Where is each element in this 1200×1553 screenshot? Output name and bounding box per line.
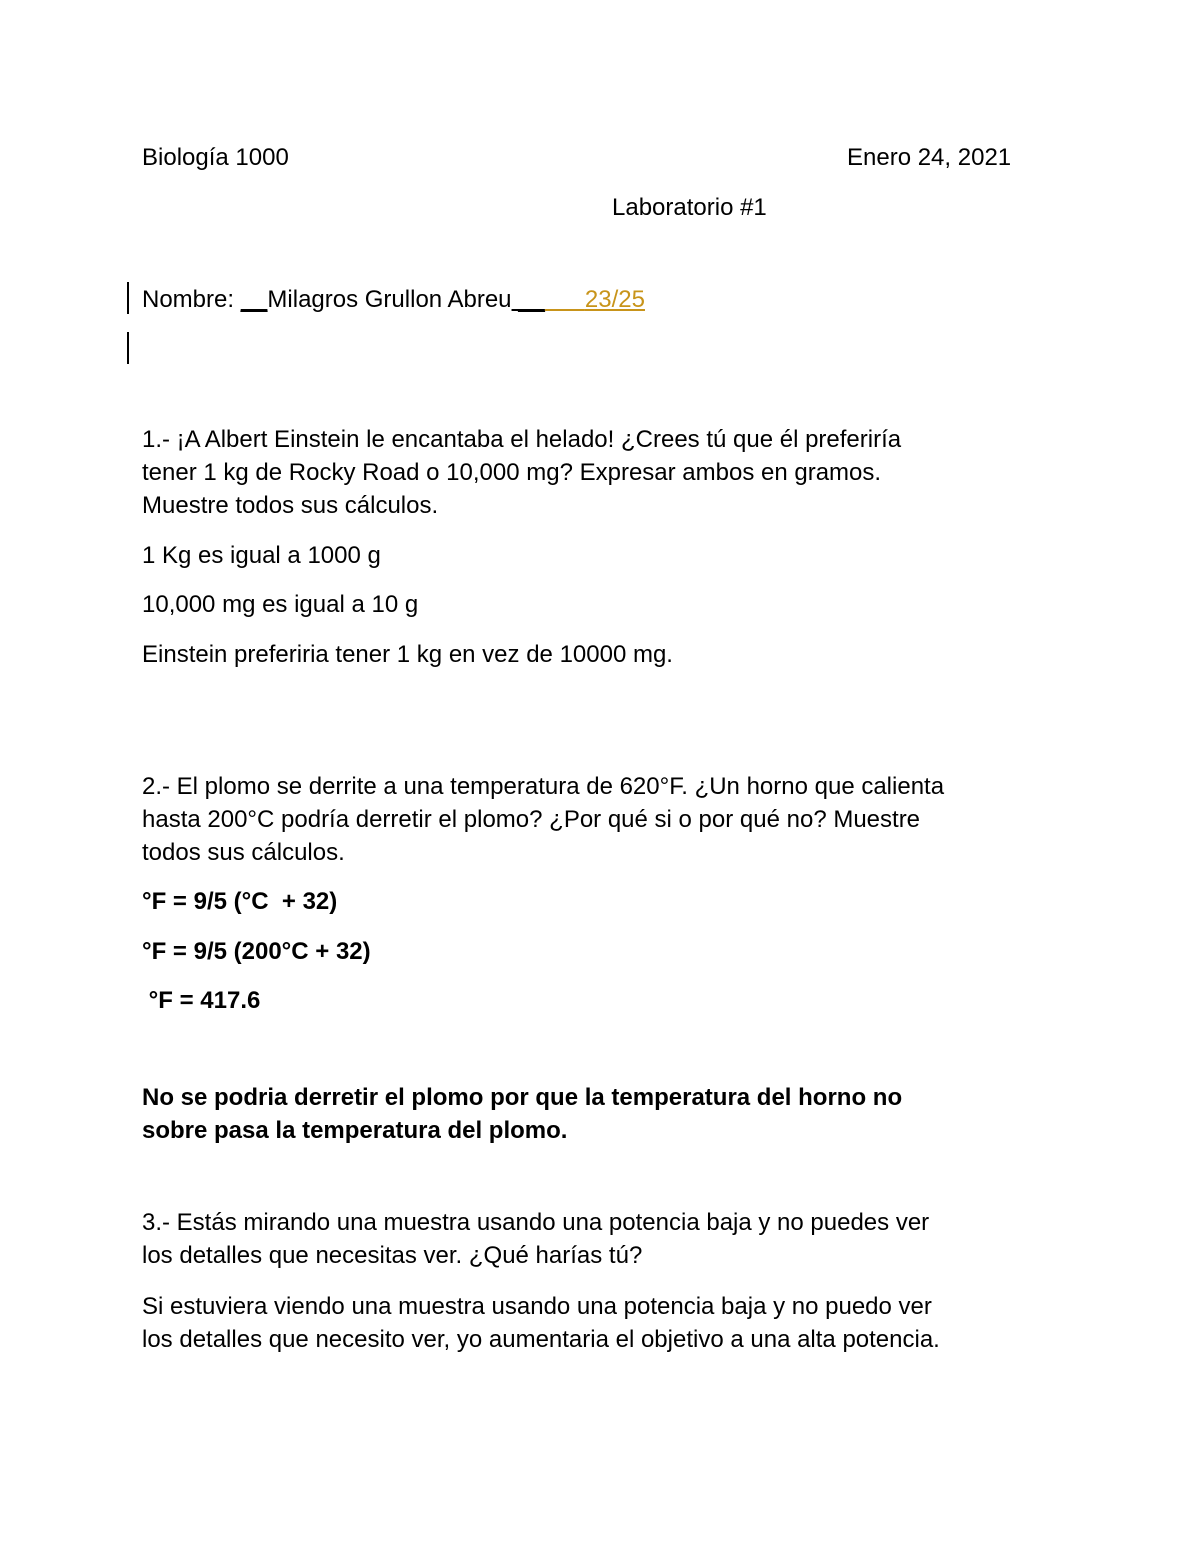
question-1-answer: 1 Kg es igual a 1000 g	[142, 542, 381, 569]
name-blank-before: __	[240, 286, 268, 313]
formula-result: °F = 417.6	[142, 987, 261, 1014]
question-2-prompt-line: 2.- El plomo se derrite a una temperatura de 620°F. ¿Un horno que calienta	[142, 773, 945, 800]
question-2-prompt-line: todos sus cálculos.	[142, 839, 345, 866]
question-1-prompt	[142, 423, 1072, 522]
question-1-answer: Einstein preferiria tener 1 kg en vez de 10000 mg.	[142, 641, 673, 668]
course-title: Biología 1000	[142, 144, 289, 171]
formula-line: °F = 9/5 (°C + 32)	[142, 888, 338, 915]
question-1-answer: 10,000 mg es igual a 10 g	[142, 591, 419, 618]
question-1-prompt-line: 1.- ¡A Albert Einstein le encantaba el helado! ¿Crees tú que él preferiría	[142, 426, 902, 453]
question-3-prompt	[142, 1206, 1072, 1272]
name-line	[142, 283, 645, 316]
question-3-prompt-line: los detalles que necesitas ver. ¿Qué harías tú?	[142, 1242, 643, 1269]
question-3-answer-line: los detalles que necesito ver, yo aumentaria el objetivo a una alta potencia.	[142, 1326, 940, 1353]
conclusion-line: No se podria derretir el plomo por que la temperatura del horno no	[142, 1084, 903, 1111]
grade-score: 23/25	[584, 286, 645, 313]
formula-line: °F = 9/5 (200°C + 32)	[142, 938, 371, 965]
score-spacer	[545, 286, 585, 313]
question-3-answer-line: Si estuviera viendo una muestra usando una potencia baja y no puedo ver	[142, 1293, 932, 1320]
question-2-prompt-line: hasta 200°C podría derretir el plomo? ¿Por qué si o por qué no? Muestre	[142, 806, 921, 833]
name-label: Nombre:	[142, 286, 241, 313]
lab-title: Laboratorio #1	[612, 194, 767, 221]
question-1-prompt-line: Muestre todos sus cálculos.	[142, 492, 439, 519]
question-1-prompt-line: tener 1 kg de Rocky Road o 10,000 mg? Expresar ambos en gramos.	[142, 459, 882, 486]
student-name: Milagros Grullon Abreu	[267, 286, 512, 313]
name-blank-after: __	[511, 286, 545, 313]
conclusion-line: sobre pasa la temperatura del plomo.	[142, 1117, 568, 1144]
revision-change-bar	[127, 332, 129, 364]
revision-change-bar	[127, 282, 129, 314]
document-date: Enero 24, 2021	[847, 144, 1012, 171]
question-3-answer	[142, 1290, 1072, 1356]
question-3-prompt-line: 3.- Estás mirando una muestra usando una potencia baja y no puedes ver	[142, 1209, 930, 1236]
question-2-prompt	[142, 770, 1072, 869]
question-2-conclusion	[142, 1081, 1072, 1147]
